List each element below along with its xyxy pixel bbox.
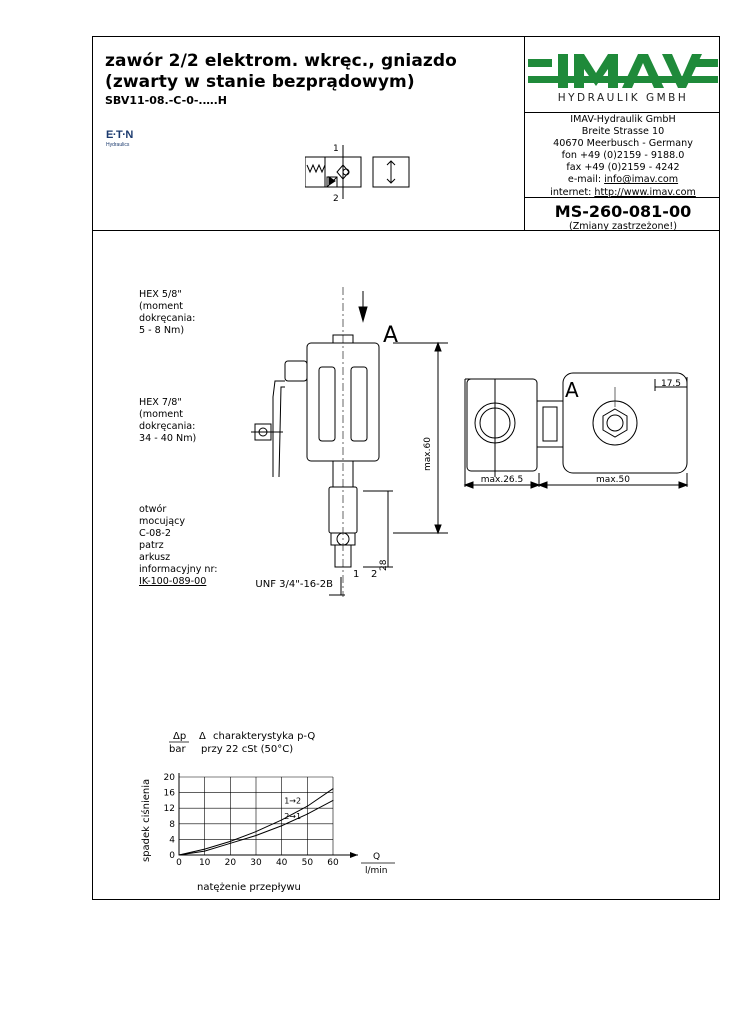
x-tick-label-30: 30 (250, 858, 262, 868)
address-city: 40670 Meerbusch - Germany (553, 138, 693, 150)
drawing-sheet (92, 36, 720, 900)
imav-subtitle: HYDRAULIK GMBH (557, 92, 689, 104)
logo-divider (524, 112, 719, 113)
series-2-point-4 (281, 825, 282, 826)
dim-height: max.60 (423, 437, 433, 471)
series-1-point-2 (230, 841, 231, 842)
document-note: (Zmiany zastrzeżone!) (568, 221, 678, 232)
series-2-point-2 (230, 843, 231, 844)
document-number: MS-260-081-00 (554, 202, 692, 221)
x-tick-label-40: 40 (275, 858, 288, 868)
y-tick-label-0: 0 (169, 851, 175, 861)
x-tick-label-10: 10 (198, 858, 211, 868)
x-tick-label-50: 50 (301, 858, 314, 868)
chart-y-unit-top: Δp (173, 731, 187, 742)
address-fax: fax +49 (0)2159 - 4242 (566, 162, 680, 174)
chart-y-unit-bottom: bar (169, 744, 186, 755)
pq-chart (133, 727, 463, 897)
y-tick-label-20: 20 (163, 773, 175, 783)
dim-50: max.50 (596, 475, 630, 485)
series-2-point-1 (204, 851, 205, 852)
series-1-point-4 (281, 819, 282, 820)
series-2-point-5 (307, 814, 308, 815)
chart-x-unit-top: Q (373, 852, 381, 862)
series-label-1: 1→2 (284, 796, 302, 806)
series-1-point-3 (256, 831, 257, 832)
internet-link[interactable]: http://www.imav.com (594, 186, 696, 198)
series-1-point-5 (307, 806, 308, 807)
dim-175: 17.5 (660, 379, 682, 389)
x-tick-label-60: 60 (327, 858, 339, 868)
product-code: SBV11-08.-C-0-.….H (105, 94, 227, 107)
address-block: IMAV-Hydraulik GmbH Breite Strasse 10 40670 Meerbusch - Germany fon +49 (0)2159 - 9188.0 fax +49 (0)2159 - 4242 e-mail: info@imav.com internet: http://www.imav.com (525, 114, 721, 199)
symbol-port2: 2 (333, 194, 339, 203)
series-2-point-6 (333, 800, 334, 801)
address-street: Breite Strasse 10 (581, 126, 665, 138)
series-2-point-3 (256, 835, 257, 836)
note-cavity: otwór mocujący C-08-2 patrz arkusz informacyjny nr: IK-100-089-00 (139, 504, 218, 587)
valve-view-a (455, 327, 715, 497)
drawing-thread: UNF 3/4"-16-2B (255, 579, 333, 590)
view-arrow-label: A (383, 323, 399, 348)
chart-subtitle: przy 22 cSt (50°C) (201, 744, 294, 755)
address-company: IMAV-Hydraulik GmbH (570, 114, 676, 125)
series-1-point-6 (333, 788, 334, 789)
chart-xlabel: natężenie przepływu (197, 882, 301, 893)
note-hex58: HEX 5/8" (moment dokręcania: 5 - 8 Nm) (139, 289, 196, 336)
x-tick-label-0: 0 (176, 858, 182, 868)
note-hex78: HEX 7/8" (moment dokręcania: 34 - 40 Nm) (139, 397, 197, 444)
y-tick-label-4: 4 (169, 835, 175, 846)
y-tick-label-12: 12 (163, 804, 175, 815)
eaton-logo: E·T·N (106, 129, 133, 141)
series-label-2: 2→1 (284, 812, 302, 822)
drawing-port1: 1 (353, 569, 360, 580)
imav-logo (526, 41, 720, 109)
x-axis-arrow (350, 852, 358, 858)
hydraulic-symbol (305, 141, 415, 203)
eaton-logo-sub: Hydraulics (106, 142, 130, 148)
chart-title-prefix: Δ (199, 731, 206, 742)
series-2-point-0 (179, 855, 180, 856)
chart-x-unit-bottom: l/min (365, 866, 388, 876)
drawing-port2: 2 (371, 569, 378, 580)
y-tick-label-8: 8 (169, 819, 175, 830)
chart-title: charakterystyka p-Q (213, 731, 316, 742)
dim-265: max.26.5 (480, 475, 524, 485)
y-tick-label-16: 16 (163, 788, 175, 799)
cavity-reference[interactable]: IK-100-089-00 (139, 576, 207, 587)
series-1-point-1 (204, 849, 205, 850)
page-title: zawór 2/2 elektrom. wkręc., gniazdo (zwarty w stanie bezprądowym) (105, 51, 457, 92)
email-link[interactable]: info@imav.com (604, 174, 679, 186)
dim-28: 28 (379, 559, 389, 571)
view-a-label: A (565, 378, 579, 402)
valve-side-view (233, 277, 463, 607)
chart-ylabel: spadek ciśnienia (141, 778, 152, 862)
address-phone: fon +49 (0)2159 - 9188.0 (561, 150, 685, 162)
symbol-port1: 1 (333, 144, 339, 154)
x-tick-label-20: 20 (224, 858, 237, 868)
